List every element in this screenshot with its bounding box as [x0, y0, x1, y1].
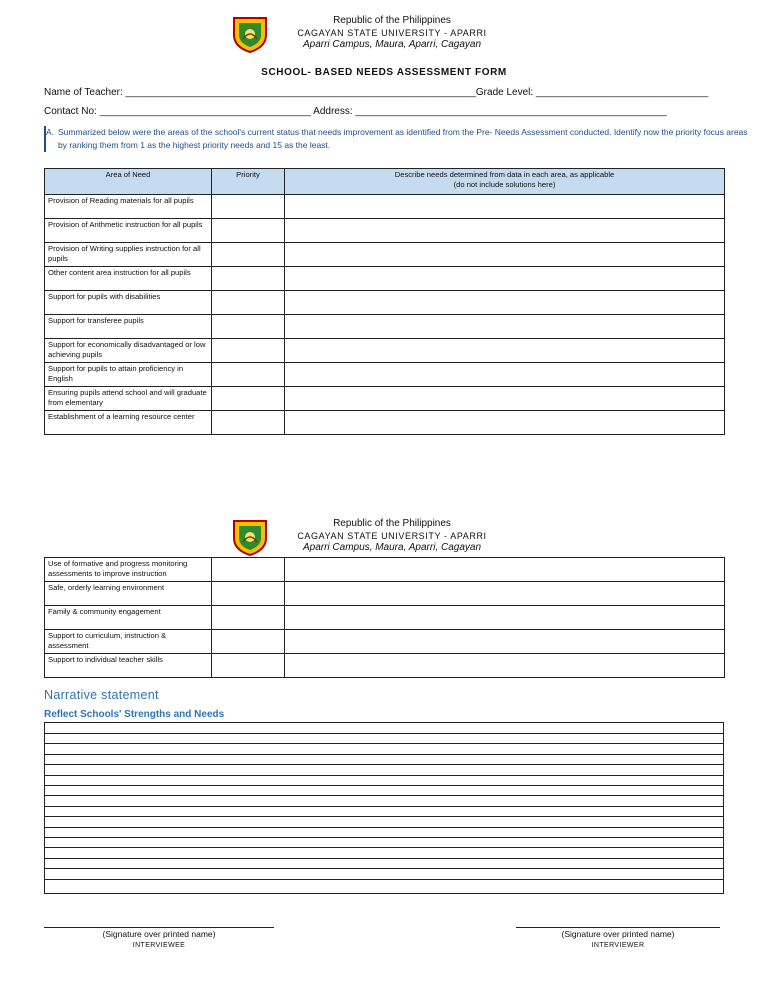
describe-cell[interactable]: [285, 363, 725, 387]
narrative-line: [45, 879, 723, 880]
describe-cell[interactable]: [285, 630, 725, 654]
area-cell: Provision of Arithmetic instruction for all pupils: [45, 219, 212, 243]
header-text: [272, 15, 512, 51]
col-describe-line2: (do not include solutions here): [453, 180, 556, 189]
needs-table-page2: [44, 557, 725, 678]
area-cell: Support to individual teacher skills: [45, 654, 212, 678]
contact-address-field[interactable]: Contact No: ______________________________________ Address: ________________________________________________________: [44, 106, 667, 117]
interviewer-signature-caption: (Signature over printed name): [561, 929, 675, 939]
table-row: [45, 315, 725, 339]
area-cell: Support to curriculum, instruction & assessment: [45, 630, 212, 654]
area-cell: Ensuring pupils attend school and will graduate from elementary: [45, 387, 212, 411]
priority-cell[interactable]: [212, 654, 285, 678]
table-row: [45, 195, 725, 219]
describe-cell[interactable]: [285, 654, 725, 678]
header-republic: Republic of the Philippines: [333, 15, 451, 26]
describe-cell[interactable]: [285, 315, 725, 339]
describe-cell[interactable]: [285, 291, 725, 315]
area-cell: Support for transferee pupils: [45, 315, 212, 339]
area-cell: Other content area instruction for all pupils: [45, 267, 212, 291]
narrative-line: [45, 847, 723, 848]
narrative-line: [45, 795, 723, 796]
table-row: [45, 267, 725, 291]
narrative-line: [45, 806, 723, 807]
narrative-line: [45, 858, 723, 859]
priority-cell[interactable]: [212, 339, 285, 363]
table-row: [45, 654, 725, 678]
priority-cell[interactable]: [212, 411, 285, 435]
col-area-header: Area of Need: [45, 169, 212, 195]
table-row: [45, 387, 725, 411]
narrative-line: [45, 785, 723, 786]
describe-cell[interactable]: [285, 558, 725, 582]
area-cell: Provision of Reading materials for all pupils: [45, 195, 212, 219]
university-header-top: [232, 15, 492, 55]
priority-cell[interactable]: [212, 582, 285, 606]
narrative-line: [45, 743, 723, 744]
header-republic: Republic of the Philippines: [333, 518, 451, 529]
priority-cell[interactable]: [212, 291, 285, 315]
area-cell: Establishment of a learning resource center: [45, 411, 212, 435]
describe-cell[interactable]: [285, 606, 725, 630]
area-cell: Support for pupils to attain proficiency in English: [45, 363, 212, 387]
describe-cell[interactable]: [285, 219, 725, 243]
teacher-grade-field[interactable]: Name of Teacher: _______________________________________________________________Grade Level: _______________________________: [44, 87, 709, 98]
instruction-text: [44, 126, 748, 152]
narrative-line: [45, 775, 723, 776]
priority-cell[interactable]: [212, 387, 285, 411]
table-row: [45, 243, 725, 267]
interviewee-signature-caption: (Signature over printed name): [102, 929, 216, 939]
table-row: [45, 363, 725, 387]
table-row: [45, 630, 725, 654]
describe-cell[interactable]: [285, 411, 725, 435]
area-cell: Family & community engagement: [45, 606, 212, 630]
table-row: [45, 219, 725, 243]
header-text: [272, 518, 512, 554]
narrative-subtitle: Reflect Schools' Strengths and Needs: [44, 709, 225, 720]
priority-cell[interactable]: [212, 630, 285, 654]
describe-cell[interactable]: [285, 387, 725, 411]
needs-table-page1: [44, 168, 725, 435]
priority-cell[interactable]: [212, 243, 285, 267]
narrative-line: [45, 754, 723, 755]
describe-cell[interactable]: [285, 243, 725, 267]
col-describe-line1: Describe needs determined from data in each area, as applicable: [394, 170, 615, 179]
instruction-body: Summarized below were the areas of the school's current status that needs improvement as identified from the Pre- Needs Assessment conducted. Identify now the priority focus areas by ranking them from 1 as the highest priority needs and 15 as the least.: [58, 127, 748, 150]
priority-cell[interactable]: [212, 558, 285, 582]
table-row: [45, 582, 725, 606]
university-header-page2: [232, 518, 492, 558]
university-seal-icon: [232, 518, 268, 556]
interviewer-signature-line[interactable]: [516, 927, 720, 928]
area-cell: Use of formative and progress monitoring assessments to improve instruction: [45, 558, 212, 582]
narrative-line: [45, 733, 723, 734]
describe-cell[interactable]: [285, 195, 725, 219]
narrative-line: [45, 837, 723, 838]
narrative-line: [45, 827, 723, 828]
table-row: [45, 606, 725, 630]
interviewee-signature-line[interactable]: [44, 927, 274, 928]
area-cell: Support for economically disadvantaged or low achieving pupils: [45, 339, 212, 363]
area-cell: Provision of Writing supplies instruction for all pupils: [45, 243, 212, 267]
priority-cell[interactable]: [212, 606, 285, 630]
table-row: [45, 558, 725, 582]
col-priority-header: Priority: [212, 169, 285, 195]
describe-cell[interactable]: [285, 582, 725, 606]
col-describe-header: [285, 169, 725, 195]
interviewer-role-label: INTERVIEWER: [591, 942, 645, 949]
priority-cell[interactable]: [212, 219, 285, 243]
header-campus: Aparri Campus, Maura, Aparri, Cagayan: [302, 39, 482, 50]
form-title: SCHOOL- BASED NEEDS ASSESSMENT FORM: [261, 67, 507, 78]
narrative-line: [45, 764, 723, 765]
header-university: CAGAYAN STATE UNIVERSITY - APARRI: [297, 531, 487, 541]
instruction-label: A.: [46, 127, 55, 137]
table-row: [45, 291, 725, 315]
narrative-lines-box[interactable]: [44, 722, 724, 894]
university-seal-icon: [232, 15, 268, 53]
area-cell: Safe, orderly learning environment: [45, 582, 212, 606]
area-cell: Support for pupils with disabilities: [45, 291, 212, 315]
interviewee-role-label: INTERVIEWEE: [132, 942, 186, 949]
header-campus: Aparri Campus, Maura, Aparri, Cagayan: [302, 542, 482, 553]
narrative-line: [45, 868, 723, 869]
narrative-title: Narrative statement: [44, 688, 159, 702]
narrative-line: [45, 816, 723, 817]
table-header-row: [45, 169, 725, 195]
describe-cell[interactable]: [285, 267, 725, 291]
header-university: CAGAYAN STATE UNIVERSITY - APARRI: [297, 28, 487, 38]
priority-cell[interactable]: [212, 267, 285, 291]
priority-cell[interactable]: [212, 195, 285, 219]
priority-cell[interactable]: [212, 363, 285, 387]
table-row: [45, 411, 725, 435]
describe-cell[interactable]: [285, 339, 725, 363]
priority-cell[interactable]: [212, 315, 285, 339]
table-row: [45, 339, 725, 363]
